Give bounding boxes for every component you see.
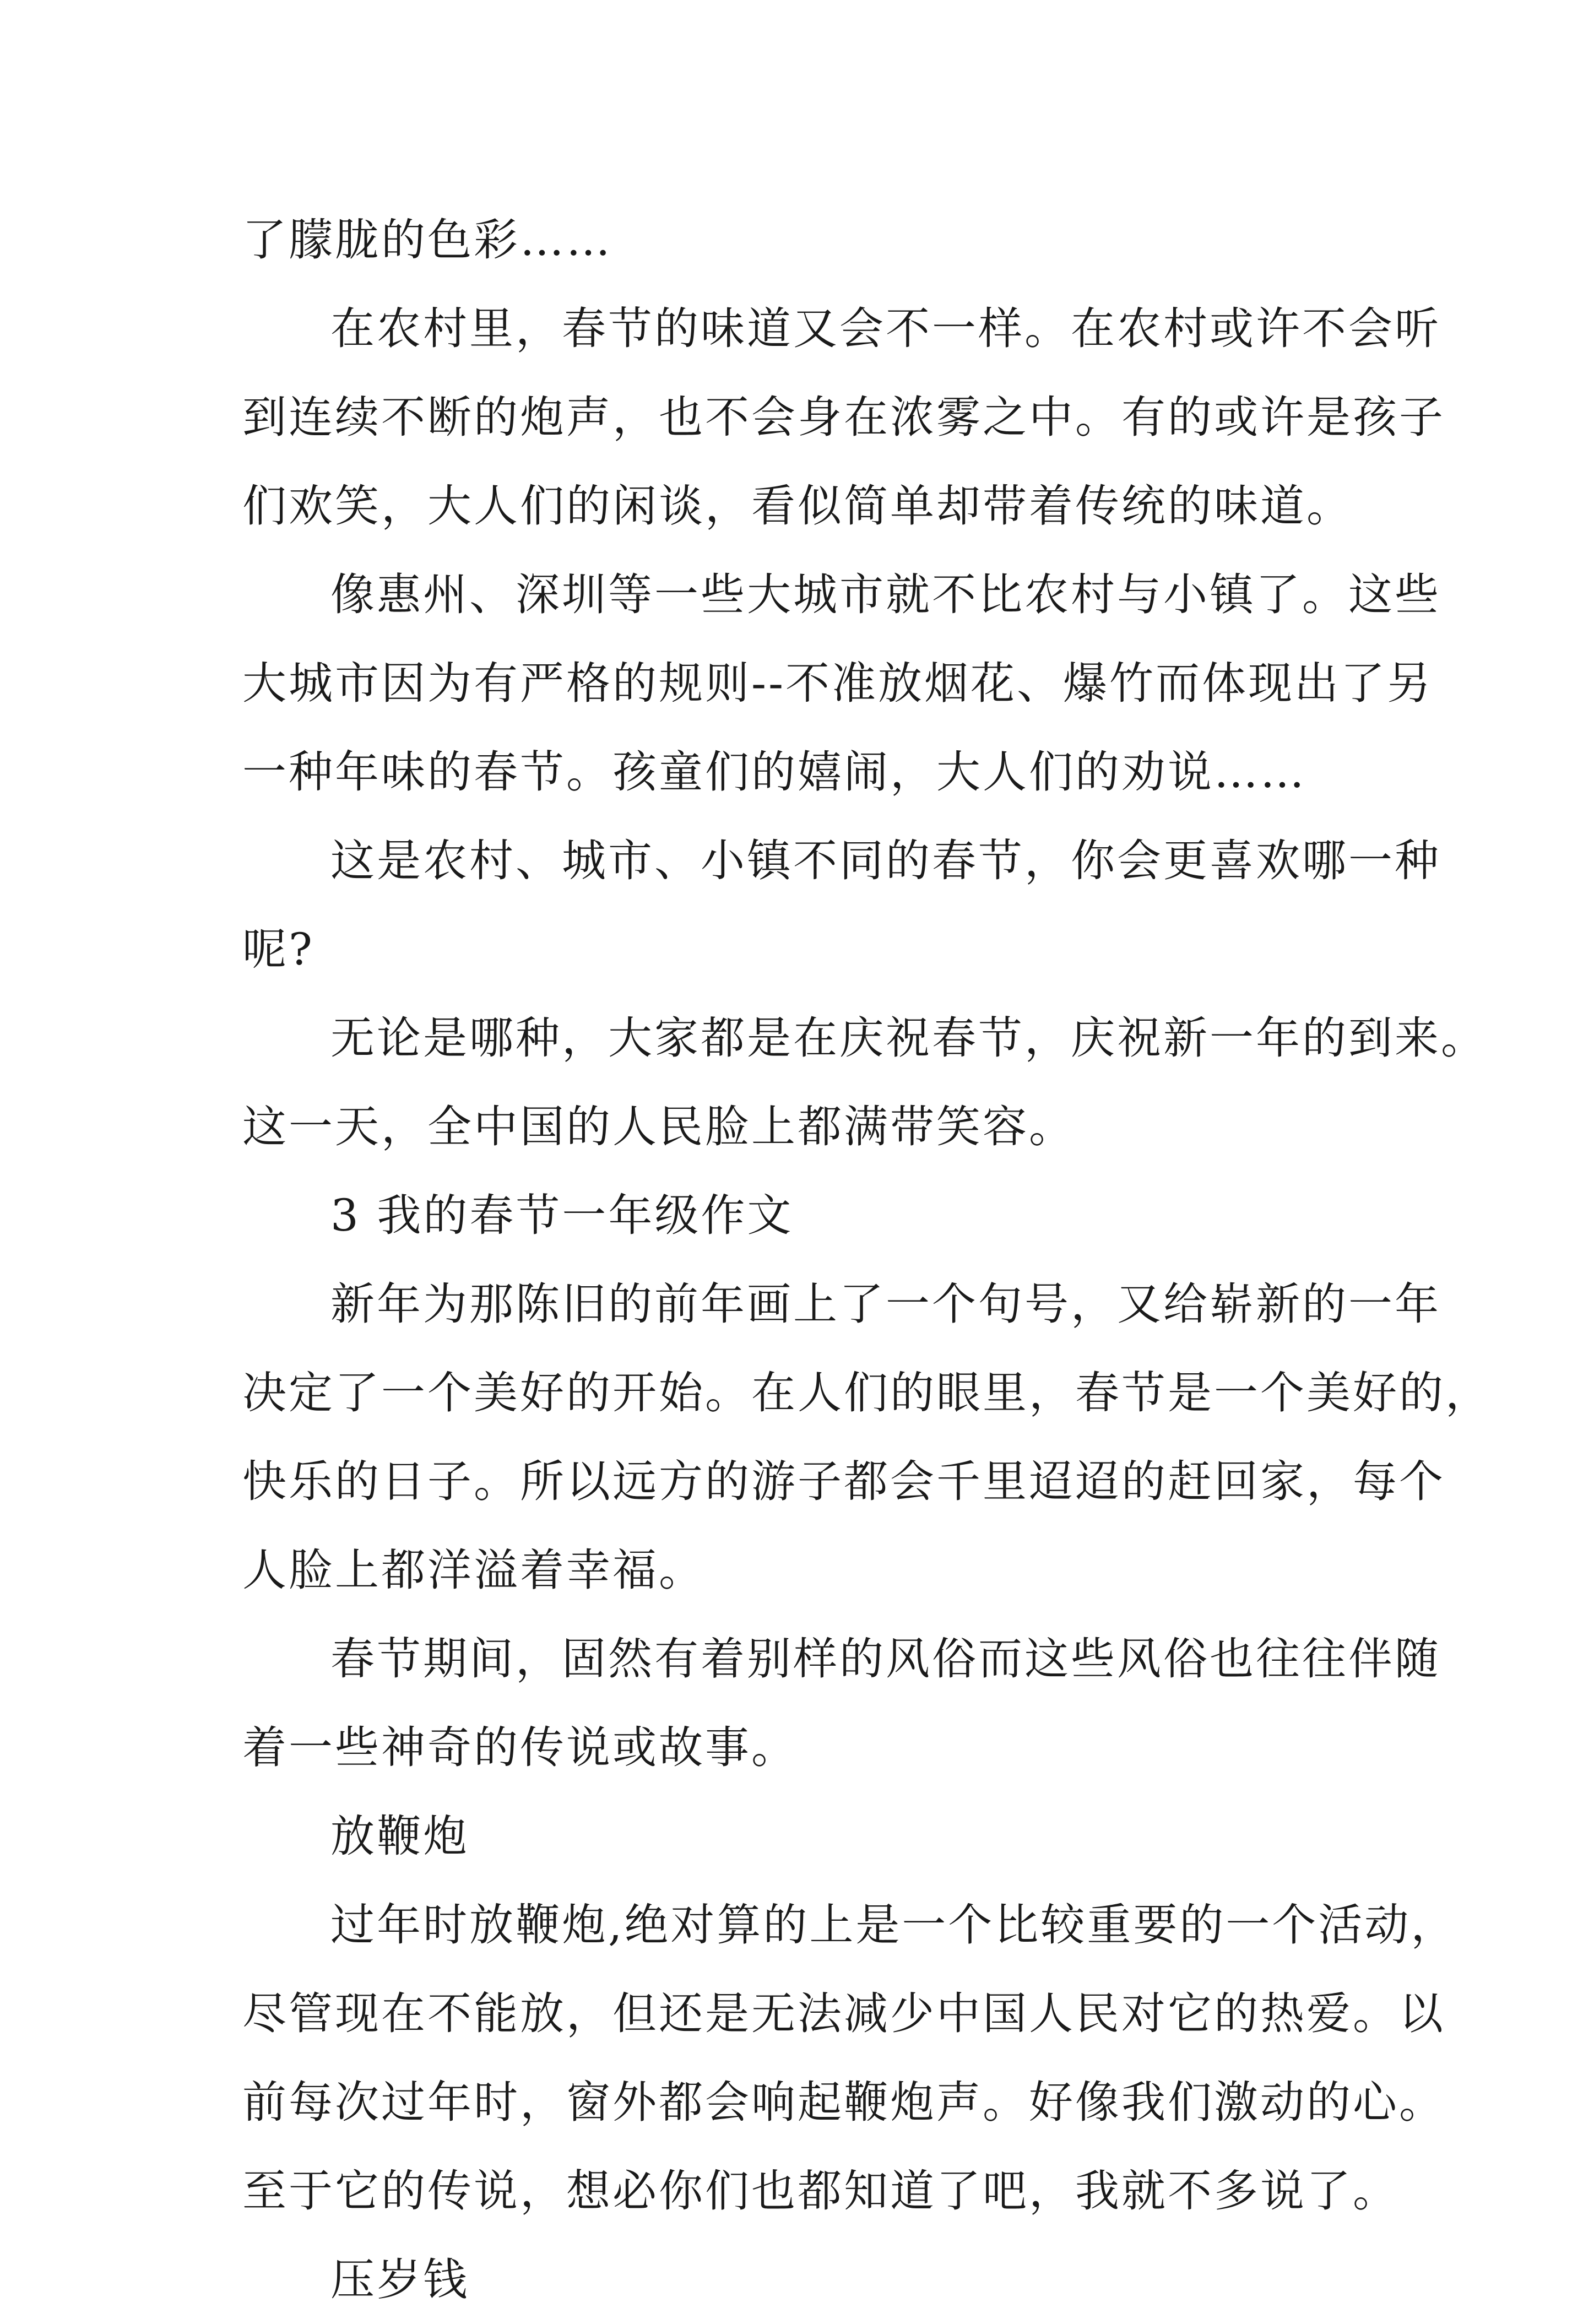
text-line: 大城市因为有严格的规则--不准放烟花、爆竹而体现出了另: [242, 658, 1434, 709]
text-line: 无论是哪种，大家都是在庆祝春节，庆祝新一年的到来。: [330, 1012, 1487, 1064]
text-line: 在农村里，春节的味道又会不一样。在农村或许不会听: [330, 303, 1441, 354]
text-line: 了朦胧的色彩……: [242, 214, 612, 266]
text-line: 决定了一个美好的开始。在人们的眼里，春节是一个美好的，: [242, 1367, 1492, 1418]
text-line: 前每次过年时，窗外都会响起鞭炮声。好像我们激动的心。: [242, 2077, 1445, 2128]
text-line: 春节期间，固然有着别样的风俗而这些风俗也往往伴随: [330, 1633, 1441, 1684]
text-line: 们欢笑，大人们的闲谈，看似简单却带着传统的味道。: [242, 480, 1353, 532]
text-line: 到连续不断的炮声，也不会身在浓雾之中。有的或许是孩子: [242, 392, 1445, 443]
text-line: 呢?: [242, 924, 315, 975]
subheading: 放鞭炮: [330, 1811, 469, 1862]
text-line: 这一天，全中国的人民脸上都满带笑容。: [242, 1101, 1075, 1152]
article-body: [242, 196, 1492, 2324]
text-line: 新年为那陈旧的前年画上了一个句号，又给崭新的一年: [330, 1279, 1441, 1330]
text-line: 人脸上都洋溢着幸福。: [242, 1545, 705, 1596]
text-line: 尽管现在不能放，但还是无法减少中国人民对它的热爱。以: [242, 1988, 1445, 2039]
section-heading: 3 我的春节一年级作文: [330, 1190, 794, 1241]
subheading: 压岁钱: [330, 2254, 469, 2305]
text-line: 过年时放鞭炮,绝对算的上是一个比较重要的一个活动，: [330, 1899, 1457, 1951]
text-line: 这是农村、城市、小镇不同的春节，你会更喜欢哪一种: [330, 835, 1441, 886]
text-line: 着一些神奇的传说或故事。: [242, 1722, 798, 1773]
text-line: 快乐的日子。所以远方的游子都会千里迢迢的赶回家，每个: [242, 1456, 1445, 1507]
text-line: 像惠州、深圳等一些大城市就不比农村与小镇了。这些: [330, 569, 1441, 620]
text-line: 一种年味的春节。孩童们的嬉闹，大人们的劝说……: [242, 746, 1306, 798]
text-line: 至于它的传说，想必你们也都知道了吧，我就不多说了。: [242, 2165, 1399, 2217]
